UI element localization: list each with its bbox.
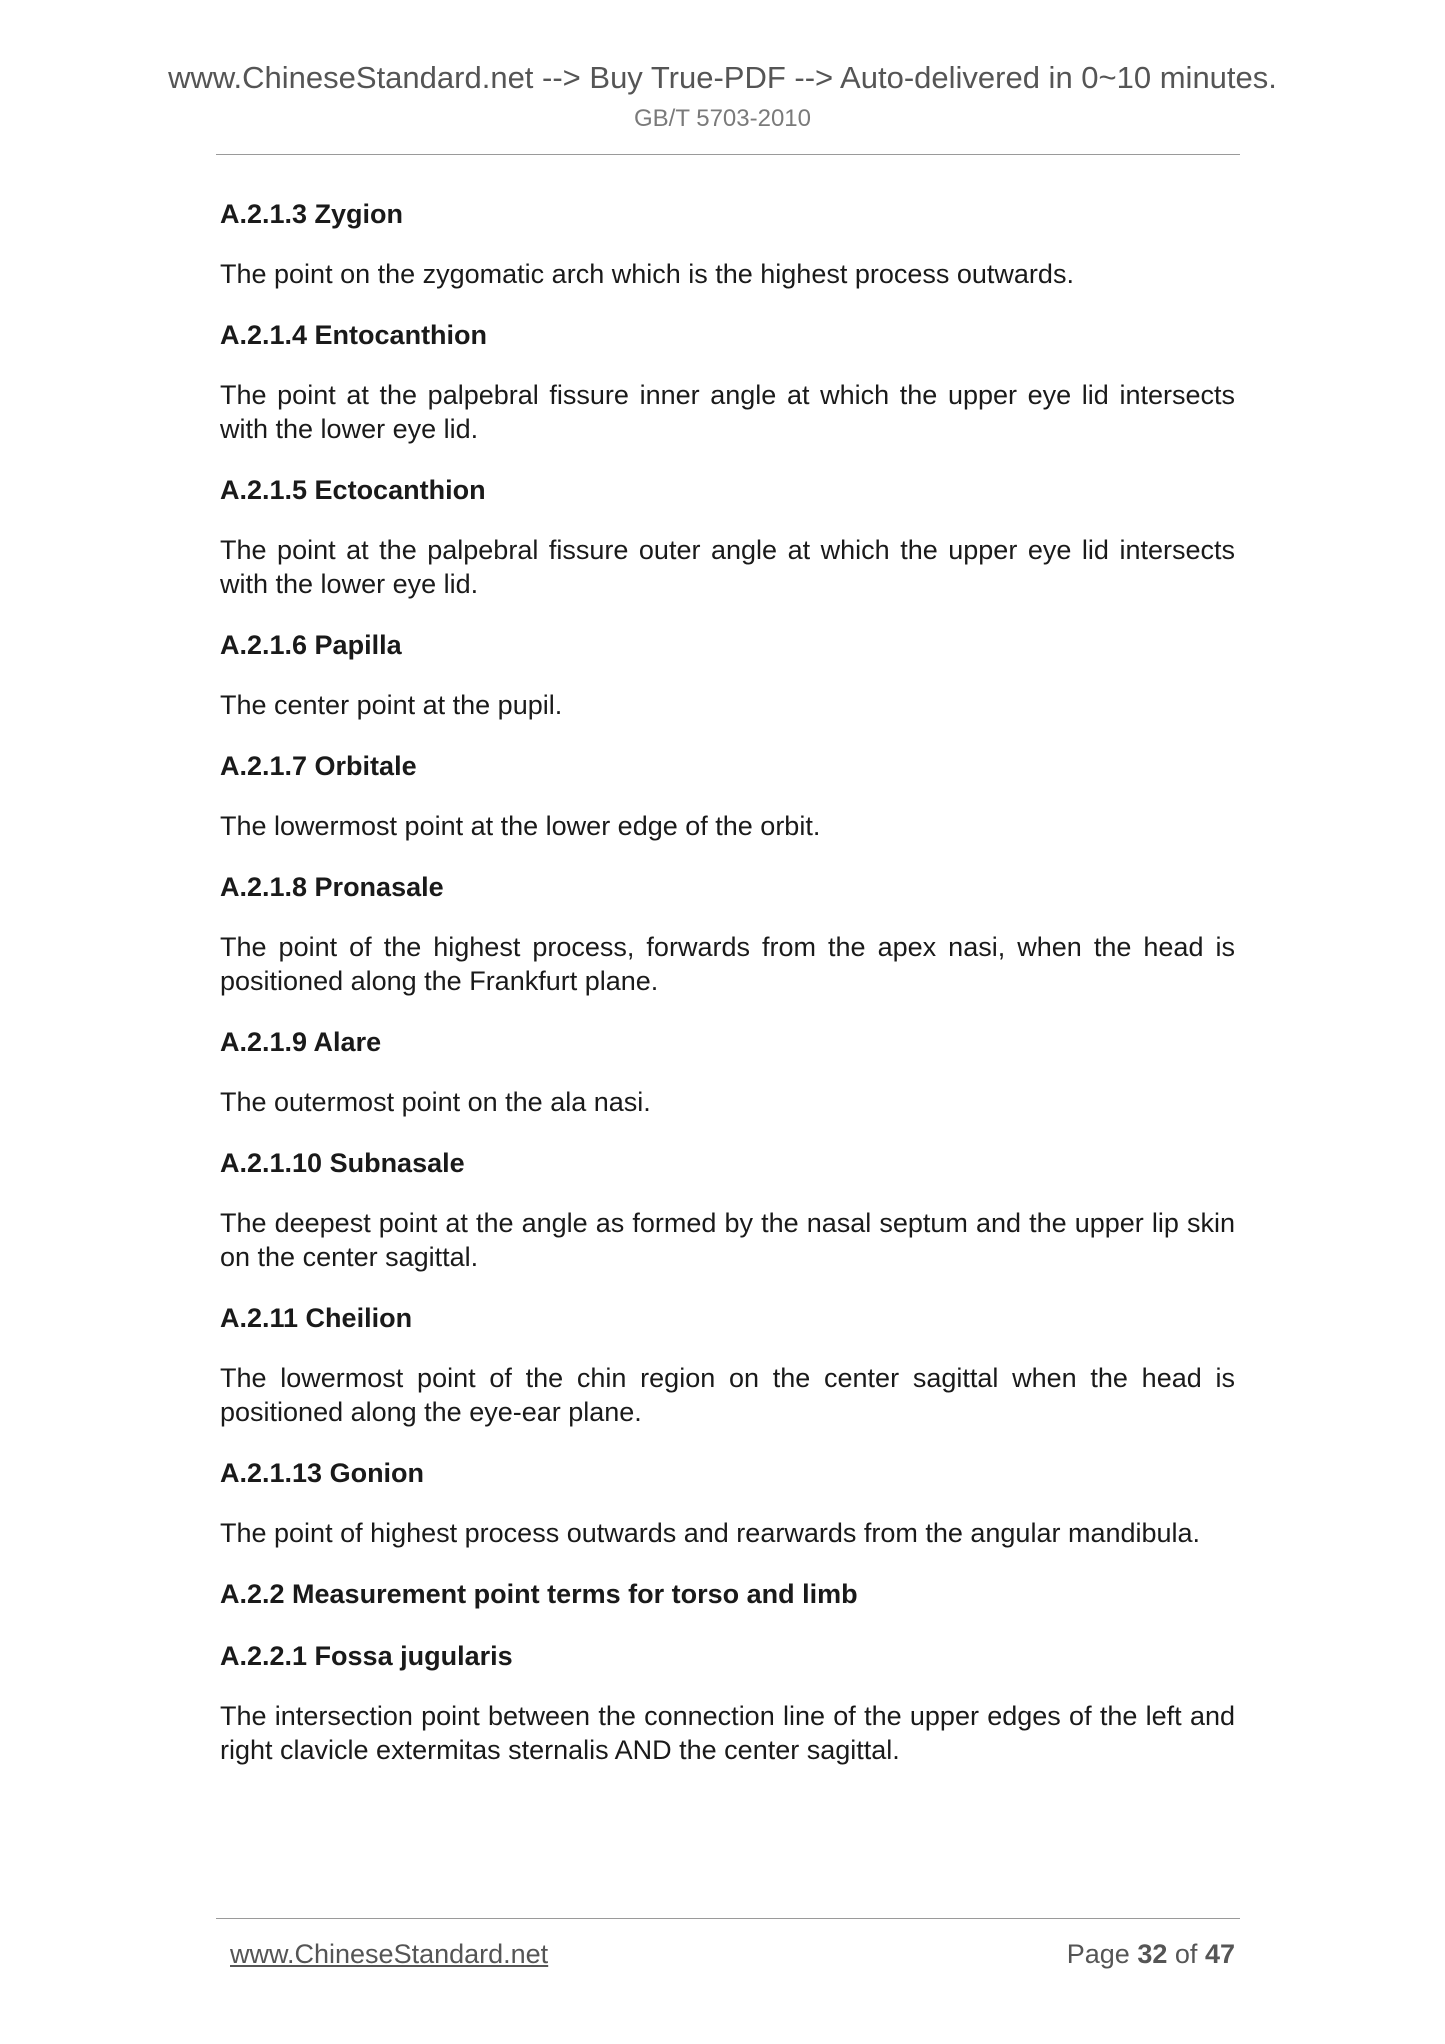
- section-heading: A.2.1.13 Gonion: [220, 1458, 425, 1488]
- footer-divider: [216, 1918, 1240, 1919]
- section-text: The lowermost point at the lower edge of the orbit.: [220, 811, 821, 841]
- section-orbitale: [220, 747, 1235, 843]
- section-entocanthion: [220, 316, 1235, 446]
- document-body: [220, 195, 1235, 1792]
- section-text: The point at the palpebral fissure outer angle at which the upper eye lid intersects with the lower eye lid.: [220, 535, 1235, 599]
- section-text: The point on the zygomatic arch which is the highest process outwards.: [220, 259, 1074, 289]
- page-total: 47: [1204, 1939, 1235, 1969]
- section-text: The deepest point at the angle as formed by the nasal septum and the upper lip skin on the center sagittal.: [220, 1208, 1235, 1272]
- header-divider: [216, 154, 1240, 155]
- section-fossa-jugularis: [220, 1637, 1235, 1767]
- section-heading: A.2.1.3 Zygion: [220, 199, 404, 229]
- section-heading: A.2.1.9 Alare: [220, 1027, 382, 1057]
- page-of: of: [1174, 1939, 1198, 1969]
- section-heading: A.2.1.10 Subnasale: [220, 1148, 465, 1178]
- page-label: Page: [1066, 1939, 1130, 1969]
- header-banner: www.ChineseStandard.net --> Buy True-PDF --> Auto-delivered in 0~10 minutes.: [168, 60, 1277, 95]
- section-zygion: [220, 195, 1235, 291]
- section-heading: A.2.2.1 Fossa jugularis: [220, 1641, 513, 1671]
- section-heading: A.2.1.5 Ectocanthion: [220, 475, 486, 505]
- section-heading: A.2.1.6 Papilla: [220, 630, 402, 660]
- document-code: GB/T 5703-2010: [633, 105, 811, 132]
- section-torso-limb-terms: [220, 1575, 1235, 1613]
- section-pronasale: [220, 868, 1235, 998]
- section-subnasale: [220, 1144, 1235, 1274]
- page-indicator: [1067, 1937, 1235, 1971]
- section-alare: [220, 1023, 1235, 1119]
- section-cheilion: [220, 1299, 1235, 1429]
- section-ectocanthion: [220, 471, 1235, 601]
- section-papilla: [220, 626, 1235, 722]
- page-current: 32: [1137, 1939, 1168, 1969]
- section-text: The outermost point on the ala nasi.: [220, 1087, 651, 1117]
- section-text: The center point at the pupil.: [220, 690, 563, 720]
- section-heading: A.2.1.4 Entocanthion: [220, 320, 488, 350]
- section-heading: A.2.11 Cheilion: [220, 1303, 413, 1333]
- section-heading: A.2.1.7 Orbitale: [220, 751, 417, 781]
- section-gonion: [220, 1454, 1235, 1550]
- section-text: The lowermost point of the chin region on the center sagittal when the head is positioned along the eye-ear plane.: [220, 1363, 1235, 1427]
- section-heading: A.2.1.8 Pronasale: [220, 872, 444, 902]
- footer-website-link[interactable]: www.ChineseStandard.net: [230, 1939, 549, 1969]
- section-text: The point of the highest process, forwards from the apex nasi, when the head is positioned along the Frankfurt plane.: [220, 932, 1235, 996]
- section-text: The intersection point between the connection line of the upper edges of the left and right clavicle extermitas sternalis AND the center sagittal.: [220, 1701, 1235, 1765]
- section-heading: A.2.2 Measurement point terms for torso and limb: [220, 1579, 858, 1609]
- section-text: The point at the palpebral fissure inner angle at which the upper eye lid intersects with the lower eye lid.: [220, 380, 1235, 444]
- section-text: The point of highest process outwards and rearwards from the angular mandibula.: [220, 1518, 1201, 1548]
